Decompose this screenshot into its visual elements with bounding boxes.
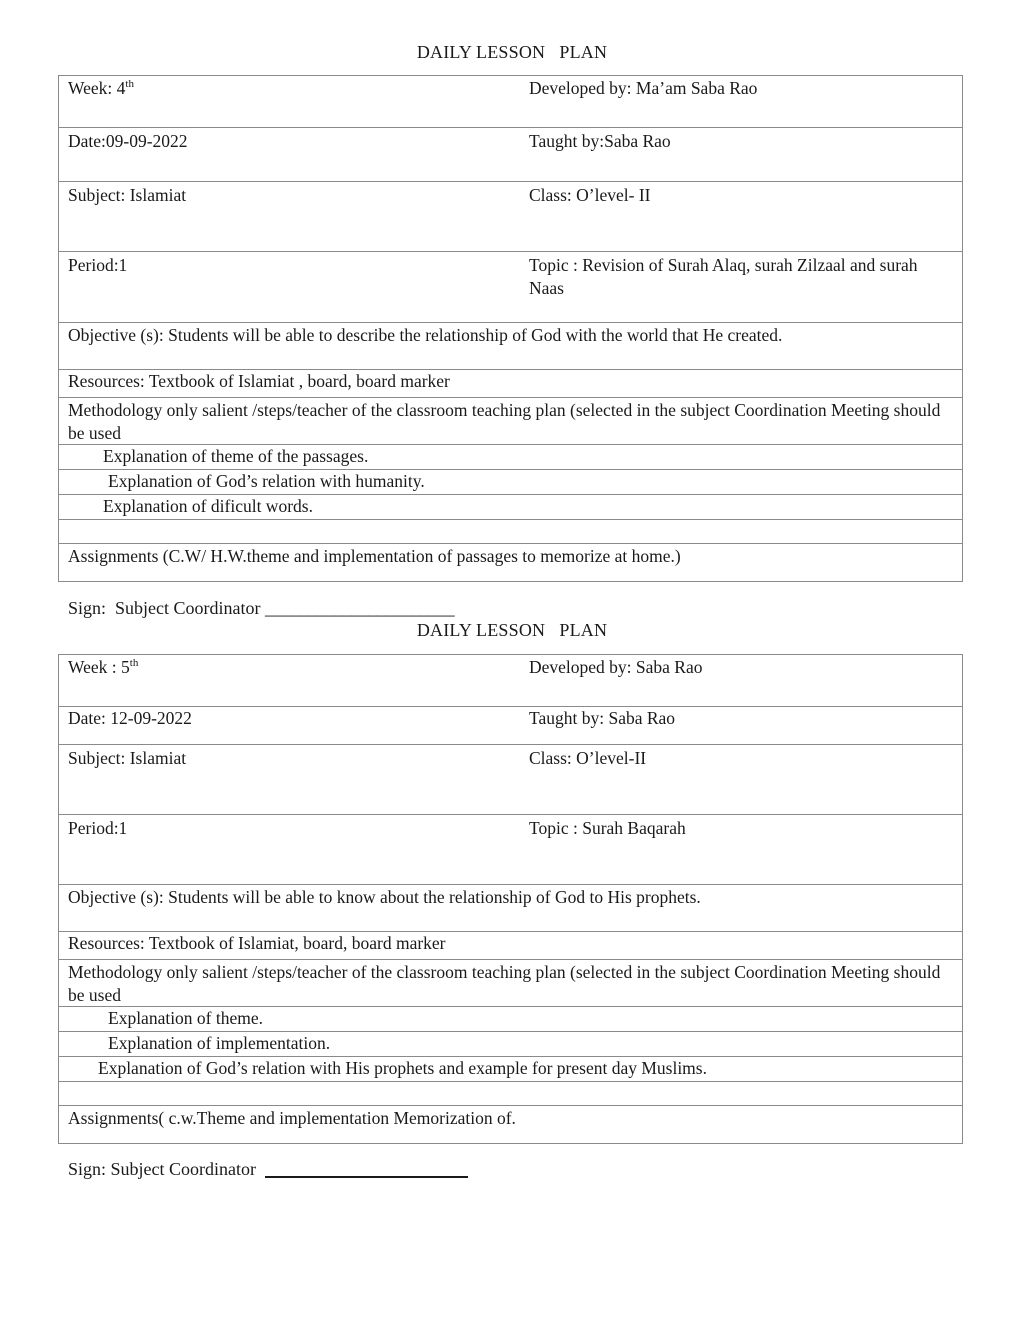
table-row: [59, 323, 962, 370]
date: Date: 12-09-2022: [68, 708, 192, 728]
table-row: [59, 76, 962, 128]
table-row: [59, 932, 962, 960]
developed-by: Developed by: Saba Rao: [529, 657, 703, 677]
topic: Topic : Surah Baqarah: [529, 818, 686, 838]
table-row: [59, 128, 962, 182]
plan-2-title: DAILY LESSON PLAN: [416, 620, 608, 640]
table-row: [59, 370, 962, 398]
topic: Topic : Revision of Surah Alaq, surah Zilzaal and surah Naas: [529, 255, 918, 298]
objective: Objective (s): Students will be able to describe the relationship of God with the world that He created.: [68, 325, 783, 345]
week-label: Week : 5: [68, 657, 130, 677]
table-row: [59, 815, 962, 885]
table-row: [59, 655, 962, 707]
week-suffix: th: [125, 78, 134, 91]
method-step: Explanation of dificult words.: [103, 496, 313, 516]
week-cell: [68, 656, 518, 679]
method-step: Explanation of theme.: [108, 1008, 264, 1028]
table-row: [59, 182, 962, 252]
table-row: [59, 470, 962, 495]
table-row: [59, 1007, 962, 1032]
sign-label: Sign: Subject Coordinator: [68, 1159, 261, 1179]
week-label: Week: 4: [68, 78, 126, 98]
method-step: Explanation of God’s relation with humanity.: [108, 471, 425, 491]
table-row: [59, 1106, 962, 1143]
week-cell: [68, 77, 518, 100]
method-step: Explanation of God’s relation with His prophets and example for present day Muslims.: [98, 1058, 707, 1078]
table-row-empty: [59, 520, 962, 544]
table-row: [59, 495, 962, 520]
period: Period:1: [68, 818, 128, 838]
date: Date:09-09-2022: [68, 131, 188, 151]
table-row: [59, 745, 962, 815]
lesson-plan-table-1: [58, 75, 963, 582]
taught-by: Taught by: Saba Rao: [529, 708, 676, 728]
week-suffix: th: [129, 657, 139, 670]
period: Period:1: [68, 255, 128, 275]
subject: Subject: Islamiat: [68, 185, 187, 205]
assignments: Assignments( c.w.Theme and implementation Memorization of.: [68, 1108, 516, 1128]
signature-line: ______________________: [265, 598, 455, 618]
method-step: Explanation of implementation.: [108, 1033, 331, 1053]
table-row: [59, 960, 962, 1007]
methodology: Methodology only salient /steps/teacher of the classroom teaching plan (selected in the subject Coordination Meeting should be used: [68, 962, 941, 1005]
resources: Resources: Textbook of Islamiat, board, board marker: [68, 933, 446, 953]
table-row: [59, 1032, 962, 1057]
table-row: [59, 885, 962, 932]
sign-subject-coordinator-1: [68, 598, 454, 619]
table-row: [59, 544, 962, 581]
table-row: [59, 252, 962, 323]
developed-by: Developed by: Ma’am Saba Rao: [529, 78, 758, 98]
resources: Resources: Textbook of Islamiat , board, board marker: [68, 371, 450, 391]
table-row: [59, 445, 962, 470]
sign-label: Sign: Subject Coordinator: [68, 598, 265, 618]
lesson-plan-table-2: [58, 654, 963, 1144]
method-step: Explanation of theme of the passages.: [103, 446, 369, 466]
table-row: [59, 707, 962, 745]
table-row: [59, 1057, 962, 1082]
class: Class: O’level-II: [529, 748, 647, 768]
methodology: Methodology only salient /steps/teacher of the classroom teaching plan (selected in the subject Coordination Meeting should be used: [68, 400, 941, 443]
subject: Subject: Islamiat: [68, 748, 187, 768]
objective: Objective (s): Students will be able to know about the relationship of God to His prophets.: [68, 887, 701, 907]
taught-by: Taught by:Saba Rao: [529, 131, 671, 151]
assignments: Assignments (C.W/ H.W.theme and implementation of passages to memorize at home.): [68, 546, 681, 566]
signature-line: [265, 1176, 468, 1178]
class: Class: O’level- II: [529, 185, 651, 205]
table-row: [59, 398, 962, 445]
sign-subject-coordinator-2: [68, 1159, 468, 1180]
plan-1-title: DAILY LESSON PLAN: [416, 42, 608, 62]
table-row-empty: [59, 1082, 962, 1106]
